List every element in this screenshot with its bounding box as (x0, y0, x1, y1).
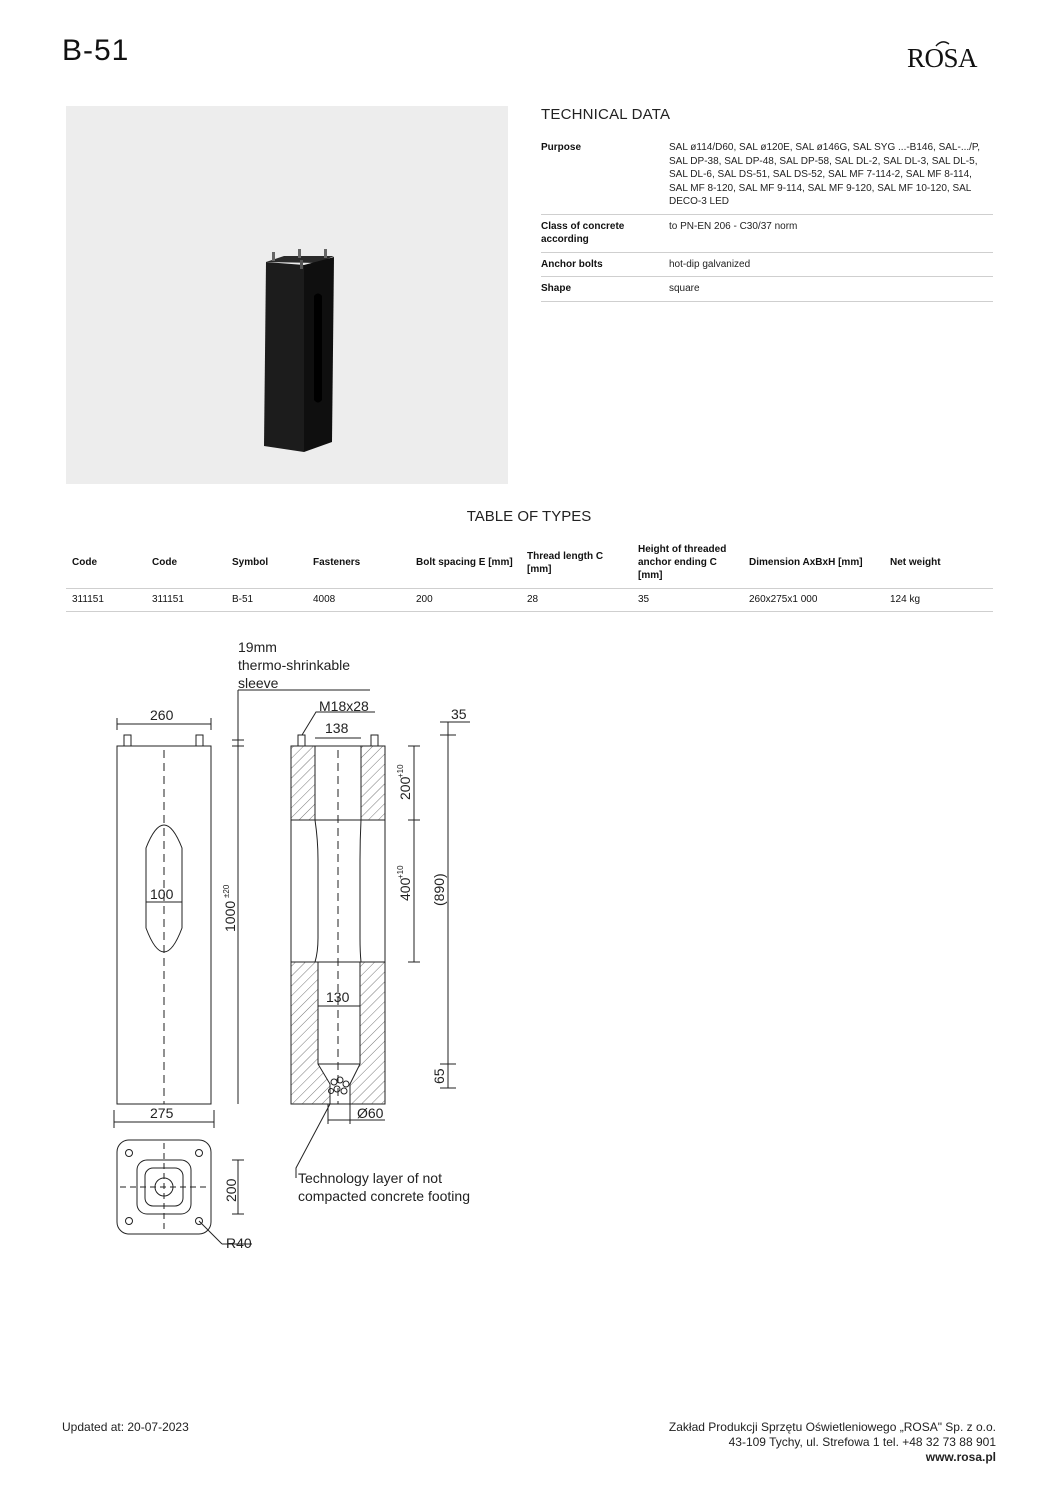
dim-top-width: 260 (150, 707, 174, 723)
tech-row (541, 214, 993, 252)
table-cell: 260x275x1 000 (743, 588, 884, 611)
table-cell: 28 (521, 588, 632, 611)
note-line-2: compacted concrete footing (298, 1188, 470, 1204)
types-table (66, 538, 993, 612)
sleeve-label-line-3: sleeve (238, 675, 279, 691)
tech-row (541, 136, 993, 214)
bolt-label: M18x28 (319, 698, 369, 714)
column-header: Dimension AxBxH [mm] (743, 538, 884, 588)
column-header: Code (146, 538, 226, 588)
dim-400: 400 (397, 877, 413, 901)
types-header-row (66, 538, 993, 588)
technical-drawing (60, 630, 520, 1260)
company-address: 43-109 Tychy, ul. Strefowa 1 tel. +48 32 73 88 901 (728, 1435, 996, 1449)
dim-slot: 100 (150, 886, 174, 902)
note-line-1: Technology layer of not (298, 1170, 442, 1186)
dim-plan-200: 200 (223, 1178, 239, 1202)
dim-200: 200 (397, 776, 413, 800)
sleeve-label-line-2: thermo-shrinkable (238, 657, 351, 673)
table-cell: 311151 (146, 588, 226, 611)
website-link[interactable]: www.rosa.pl (925, 1450, 996, 1464)
dim-890: (890) (431, 873, 447, 906)
technical-data-heading: TECHNICAL DATA (541, 106, 671, 123)
product-title: B-51 (62, 34, 130, 67)
company-name: Zakład Produkcji Sprzętu Oświetleniowego „ROSA" Sp. z o.o. (668, 1420, 996, 1434)
tech-key: Purpose (541, 136, 669, 214)
column-header: Bolt spacing E [mm] (410, 538, 521, 588)
rosa-logo (905, 36, 1005, 76)
tech-key: Class of concrete according (541, 214, 669, 252)
dim-65: 65 (431, 1068, 447, 1084)
column-header: Symbol (226, 538, 307, 588)
dim-radius: R40 (226, 1235, 252, 1251)
dim-height-tol: ±20 (222, 884, 231, 898)
table-row (66, 588, 993, 611)
dim-inner-top: 138 (325, 720, 349, 736)
table-cell: 35 (632, 588, 743, 611)
column-header: Code (66, 538, 146, 588)
column-header: Height of threaded anchor ending C [mm] (632, 538, 743, 588)
table-cell: 124 kg (884, 588, 993, 611)
dim-bolt-projection: 35 (451, 706, 467, 722)
company-info (669, 1420, 996, 1465)
table-cell: 4008 (307, 588, 410, 611)
dim-200-tol: +10 (396, 764, 405, 778)
sleeve-label-line-1: 19mm (238, 639, 277, 655)
updated-date: Updated at: 20-07-2023 (62, 1420, 189, 1434)
dim-height: 1000 (222, 900, 238, 932)
dim-phi-60: Ø60 (357, 1105, 384, 1121)
tech-row (541, 277, 993, 302)
tech-key: Anchor bolts (541, 252, 669, 277)
product-photo (66, 106, 508, 484)
tech-value: SAL ø114/D60, SAL ø120E, SAL ø146G, SAL SYG ...-B146, SAL-.../P, SAL DP-38, SAL DP-48, SAL DP-58, SAL DL-2, SAL DL-3, SAL DL-5, SAL DL-6, SAL DS-51, SAL DS-52, SAL MF 7-114-2, SAL MF 8-114, SAL MF 8-120, SAL MF 9-114, SAL MF 9-120, SAL MF 10-120, SAL DECO-3 LED (669, 136, 993, 214)
tech-key: Shape (541, 277, 669, 302)
dim-inner-bottom: 130 (326, 989, 350, 1005)
logo-text: ROSA (907, 43, 978, 73)
column-header: Fasteners (307, 538, 410, 588)
tech-value: square (669, 277, 993, 302)
tech-value: hot-dip galvanized (669, 252, 993, 277)
dim-bottom-width: 275 (150, 1105, 174, 1121)
column-header: Thread length C [mm] (521, 538, 632, 588)
tech-row (541, 252, 993, 277)
tech-value: to PN-EN 206 - C30/37 norm (669, 214, 993, 252)
table-cell: B-51 (226, 588, 307, 611)
table-cell: 200 (410, 588, 521, 611)
dim-400-tol: +10 (396, 865, 405, 879)
table-of-types-heading: TABLE OF TYPES (466, 508, 592, 525)
column-header: Net weight (884, 538, 993, 588)
table-cell: 311151 (66, 588, 146, 611)
technical-data-table (541, 136, 993, 302)
